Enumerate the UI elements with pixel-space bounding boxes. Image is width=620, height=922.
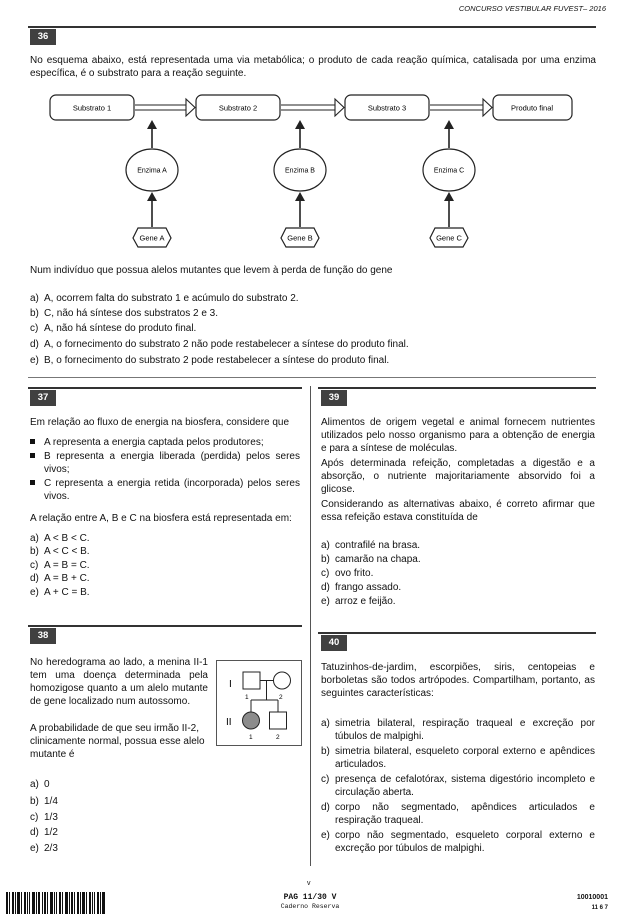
q37-option-b[interactable]: b) A < C < B. [30, 546, 90, 557]
q38-stem: No heredograma ao lado, a menina II-1 tem uma doença determinada pela homozigose quanto a um alelo mutante de gene localizado num autossomo. [30, 657, 208, 707]
q38-option-e[interactable]: e) 2/3 [30, 843, 58, 854]
pedigree-gen-ii: II [226, 717, 232, 728]
q39-paragraph-1: Alimentos de origem vegetal e animal fornecem nutrientes utilizados pelo nosso organismo para a obtenção de energia e para a síntese de moléculas. [321, 417, 595, 454]
q37-option-d[interactable]: d) A = B + C. [30, 573, 90, 584]
q36-option-b[interactable]: b) C, não há síntese dos substratos 2 e 3. [30, 308, 218, 319]
pedigree-gen-i: I [229, 679, 232, 690]
q37-number: 37 [30, 390, 56, 406]
q37-option-e[interactable]: e) A + C = B. [30, 587, 90, 598]
q39-rule [318, 387, 596, 389]
document-code: 10010001 [576, 894, 608, 901]
pedigree-i1: 1 [245, 694, 249, 701]
q39-option-c[interactable]: c) ovo frito. [321, 568, 374, 579]
q38-question: A probabilidade de que seu irmão II-2, clinicamente normal, possua esse alelo mutante é [30, 723, 205, 760]
pedigree-affected-daughter [243, 712, 260, 729]
q40-option-b[interactable]: b) simetria bilateral, esqueleto corporal externo e apêndices articulados. [321, 746, 595, 770]
gene-b-label: Gene B [287, 233, 313, 243]
pedigree-ii2: 2 [276, 734, 280, 741]
q39-option-d[interactable]: d) frango assado. [321, 582, 402, 593]
q40-option-d[interactable]: d) corpo não segmentado, apêndices articulados e respiração traqueal. [321, 802, 595, 826]
q39-paragraph-3: Considerando as alternativas abaixo, é correto afirmar que essa refeição estava constituída de [321, 499, 595, 523]
q37-bullet-b: B representa a energia liberada (perdida) pelos seres vivos; [44, 450, 300, 476]
q37-rule [28, 387, 302, 389]
q40-rule [318, 632, 596, 634]
q36-number: 36 [30, 29, 56, 45]
q36-option-a[interactable]: a) A, ocorrem falta do substrato 1 e acúmulo do substrato 2. [30, 293, 299, 304]
enzyme-c-label: Enzima C [433, 167, 465, 175]
enzyme-b-label: Enzima B [285, 167, 315, 175]
document-subcode: 11 6 7 [591, 905, 608, 911]
q40-number: 40 [321, 635, 347, 651]
q39-option-b[interactable]: b) camarão na chapa. [321, 554, 421, 565]
q38-rule [28, 625, 302, 627]
enzyme-a-label: Enzima A [137, 167, 167, 175]
barcode [6, 892, 106, 914]
pedigree-son [270, 712, 287, 729]
q36-option-c[interactable]: c) A, não há síntese do produto final. [30, 323, 197, 334]
pedigree-mother [274, 672, 291, 689]
gene-a-label: Gene A [139, 233, 165, 243]
column-divider [310, 386, 311, 866]
q39-paragraph-2: Após determinada refeição, completadas a digestão e a absorção, o nutriente majoritariamente absorvido foi a glicose. [321, 458, 595, 495]
q37-option-a[interactable]: a) A < B < C. [30, 533, 90, 544]
q38-option-c[interactable]: c) 1/3 [30, 812, 58, 823]
q37-stem: Em relação ao fluxo de energia na biosfera, considere que [30, 417, 290, 428]
center-mark: v [307, 880, 311, 887]
exam-title: CONCURSO VESTIBULAR FUVEST– 2016 [458, 4, 606, 13]
pedigree-chart [216, 660, 302, 746]
q38-option-a[interactable]: a) 0 [30, 779, 50, 790]
q39-number: 39 [321, 390, 347, 406]
q36-stem: No esquema abaixo, está representada uma via metabólica; o produto de cada reação química, catalisada por uma enzima específica, é o substrato para a reação seguinte. [30, 55, 596, 79]
q39-option-e[interactable]: e) arroz e feijão. [321, 596, 396, 607]
q40-option-a[interactable]: a) simetria bilateral, respiração traqueal e excreção por túbulos de malpighi. [321, 718, 595, 742]
pedigree-i2: 2 [279, 694, 283, 701]
substrate-3-label: Substrato 3 [367, 103, 407, 113]
q37-option-c[interactable]: c) A = B = C. [30, 560, 90, 571]
substrate-2-label: Substrato 2 [218, 103, 258, 113]
q40-stem: Tatuzinhos-de-jardim, escorpiões, siris, centopeias e borboletas são todos artrópodes. Compartilham, portanto, as seguintes características: [321, 662, 595, 699]
final-product-label: Produto final [510, 103, 554, 113]
gene-c-label: Gene C [436, 233, 462, 243]
q38-option-b[interactable]: b) 1/4 [30, 796, 58, 807]
q40-option-e[interactable]: e) corpo não segmentado, esqueleto corporal externo e excreção por túbulos de malpighi. [321, 830, 595, 854]
q36-option-e[interactable]: e) B, o fornecimento do substrato 2 pode restabelecer a síntese do produto final. [30, 355, 390, 366]
pedigree-ii1: 1 [249, 734, 253, 741]
q36-option-d[interactable]: d) A, o fornecimento do substrato 2 não pode restabelecer a síntese do produto final. [30, 339, 409, 350]
q37-bullet-a: A representa a energia captada pelos produtores; [44, 436, 300, 449]
q38-option-d[interactable]: d) 1/2 [30, 827, 58, 838]
q39-option-a[interactable]: a) contrafilé na brasa. [321, 540, 421, 551]
q40-option-c[interactable]: c) presença de cefalotórax, sistema digestório incompleto e circulação aberta. [321, 774, 595, 798]
section-rule [28, 377, 596, 378]
q36-question: Num indivíduo que possua alelos mutantes que levem à perda de função do gene [30, 265, 393, 276]
q37-bullet-c: C representa a energia retida (incorporada) pelos seres vivos. [44, 477, 300, 503]
substrate-1-label: Substrato 1 [72, 103, 112, 113]
pedigree-father [243, 672, 260, 689]
booklet-label: Caderno Reserva [280, 903, 340, 910]
page-number: PAG 11/30 V [283, 893, 337, 902]
q37-question: A relação entre A, B e C na biosfera está representada em: [30, 513, 292, 524]
q38-number: 38 [30, 628, 56, 644]
